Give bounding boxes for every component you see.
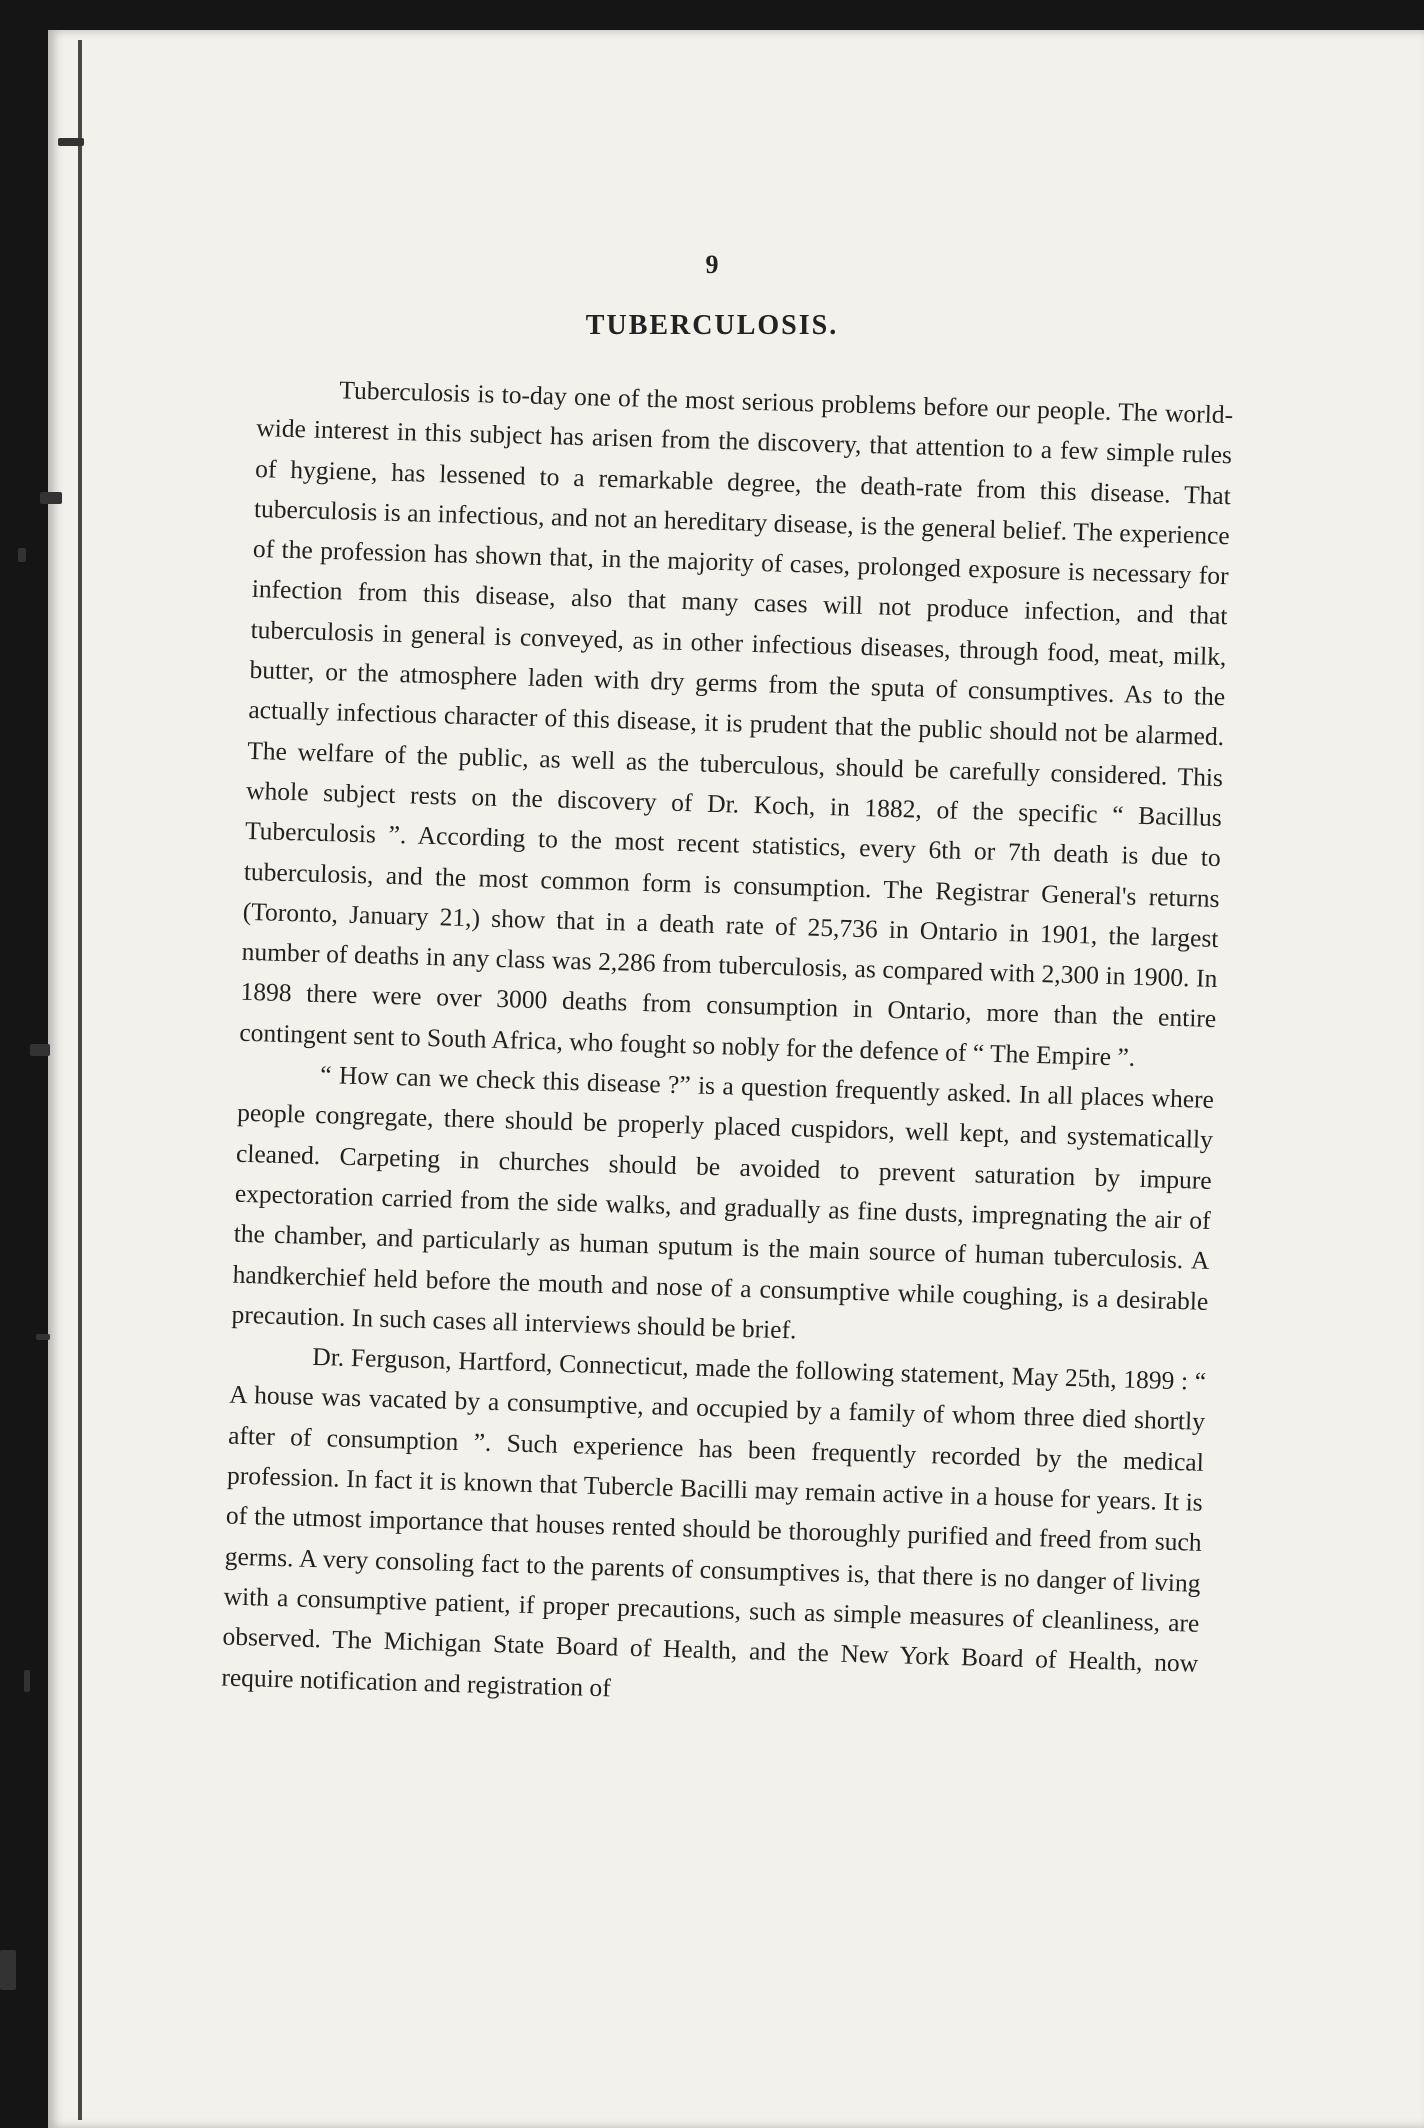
gutter-mark [24,1670,30,1692]
gutter-mark [36,1334,50,1340]
binding-edge [78,40,82,2120]
gutter-mark [30,1044,50,1056]
page-number: 9 [705,250,719,279]
page-title: TUBERCULOSIS. [585,310,839,341]
gutter-mark [58,138,84,146]
paragraph: Dr. Ferguson, Hartford, Connecticut, made the following statement, May 25th, 1899 : “ A house was vacated by a consumptive, and occupied by a family of whom three died shortly after of consumption ”. Such experience has been frequently recorded by the medical profession. In fact it is known that Tubercle Bacilli may remain active in a house for years. It is of the utmost importance that houses rented should be thoroughly purified and freed from such germs. A very consoling fact to the parents of consumptives is, that there is no danger of living with a consumptive patient, if proper precautions, such as simple measures of cleanliness, are observed. The Michigan State Board of Health, and the New York Board of Health, now require notification and registration of [221,1342,1207,1702]
gutter-mark [18,548,26,562]
paragraph: “ How can we check this disease ?” is a question frequently asked. In all places where people congregate, there should be properly placed cuspidors, well kept, and systematically cleaned. Carpeting in churches should be avoided to prevent saturation by impure expectoration carried from the side walks, and gradually as fine dusts, impregnating the air of the chamber, and particularly as human sputum is the main source of human tuberculosis. A handkerchief held before the mouth and nose of a consumptive while coughing, is a desirable precaution. In such cases all interviews should be brief. [231,1060,1215,1345]
gutter-mark [40,492,62,504]
gutter-mark [0,1950,16,1990]
paragraph: Tuberculosis is to-day one of the most serious problems before our people. The world-wide interest in this subject has arisen from the discovery, that attention to a few simple rules of hygiene, has lessened to a remarkable degree, the death-rate from this disease. That tuberculosis is an infectious, and not an hereditary disease, is the general belief. The experience of the profession has shown that, in the majority of cases, prolonged exposure is necessary for infection from this disease, also that many cases will not produce infection, and that tuberculosis in general is conveyed, as in other infectious diseases, through food, meat, milk, butter, or the atmosphere laden with dry germs from the sputa of consumptives. As to the actually infectious character of this disease, it is prudent that the public should not be alarmed. The welfare of the public, as well as the tuberculous, should be carefully considered. This whole subject rests on the discovery of Dr. Koch, in 1882, of the specific “ Bacillus Tuberculosis ”. According to the most recent statistics, every 6th or 7th death is due to tuberculosis, and the most common form is consumption. The Registrar General's returns (Toronto, January 21,) show that in a death rate of 25,736 in Ontario in 1901, the largest number of deaths in any class was 2,286 from tuberculosis, as compared with 2,300 in 1900. In 1898 there were over 3000 deaths from consumption in Ontario, more than the entire contingent sent to South Africa, who fought so nobly for the defence of “ The Empire ”. [239,375,1234,1072]
body-text [221,368,1234,1725]
